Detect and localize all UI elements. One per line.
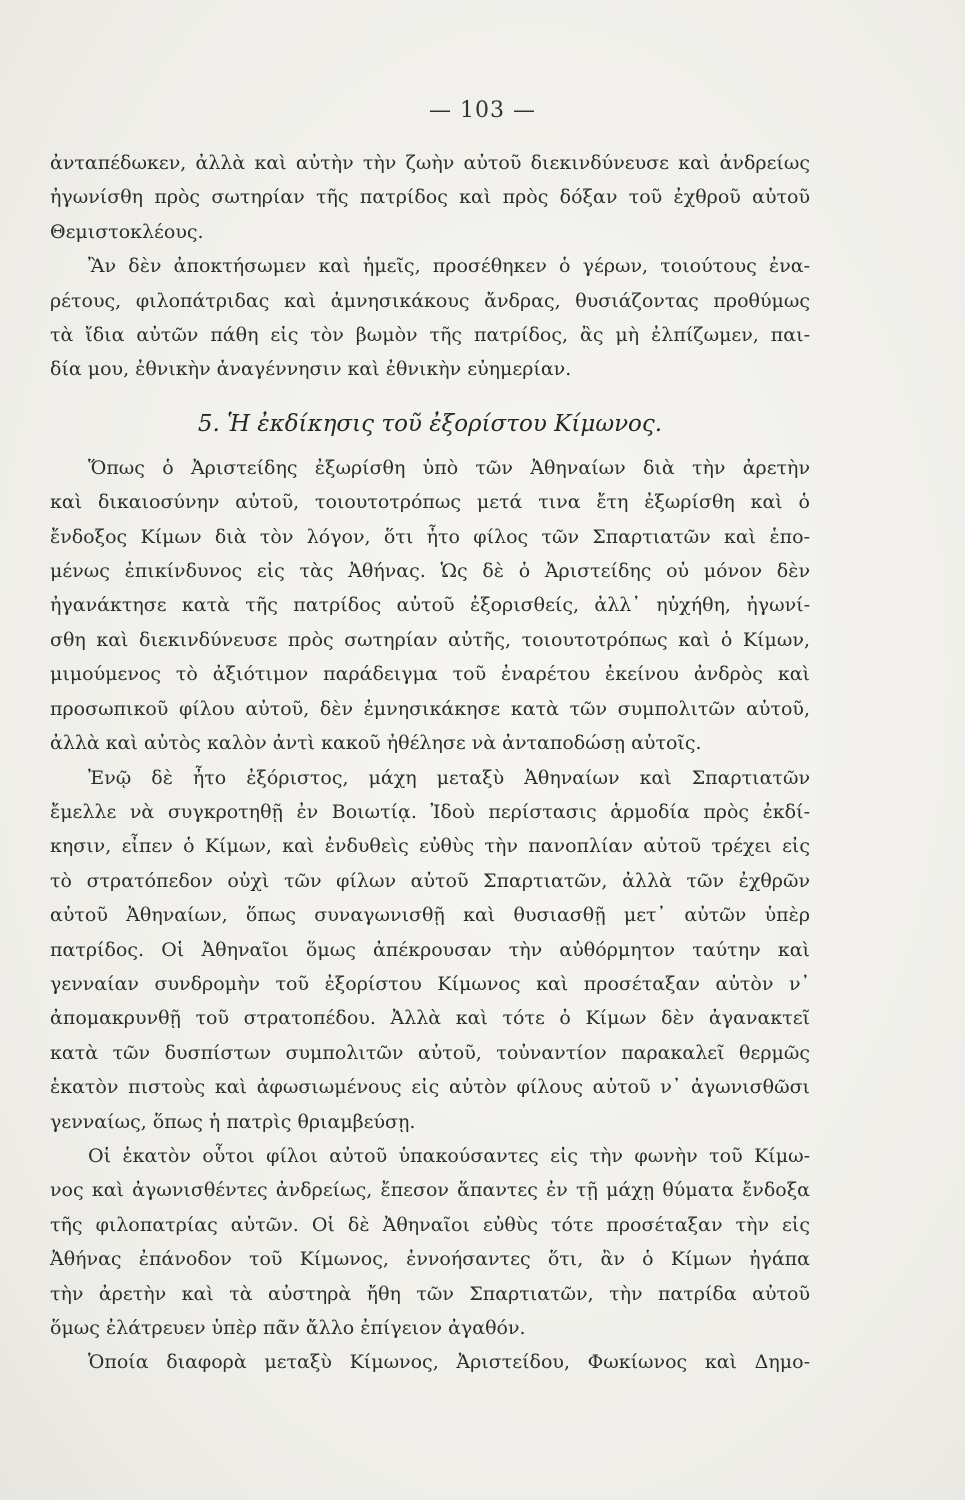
text-line: τῆς φιλοπατρίας αὐτῶν. Οἱ δὲ Ἀθηναῖοι εὐθὺς τότε προσέταξαν τὴν εἰς [50,1213,810,1236]
text-line: ἠγανάκτησε κατὰ τῆς πατρίδος αὐτοῦ ἐξορισθείς, ἀλλ᾽ ηὐχήθη, ἠγωνί- [50,594,810,617]
text-line: ρέτους, φιλοπάτριδας καὶ ἀμνησικάκους ἄνδρας, θυσιάζοντας προθύμως [50,289,810,312]
text-line: ὅμως ἐλάτρευεν ὑπὲρ πᾶν ἄλλο ἐπίγειον ἀγαθόν. [50,1317,526,1339]
paragraph [50,451,810,761]
text-line: δία μου, ἐθνικὴν ἀναγέννησιν καὶ ἐθνικὴν εὐημερίαν. [50,358,572,381]
text-line: κησιν, εἶπεν ὁ Κίμων, καὶ ἐνδυθεὶς εὐθὺς τὴν πανοπλίαν αὐτοῦ τρέχει εἰς [50,835,810,858]
text-line: κατὰ τῶν δυσπίστων συμπολιτῶν αὐτοῦ, τοὐναντίον παρακαλεῖ θερμῶς [50,1041,810,1064]
text-line: Ἐνῷ δὲ ἦτο ἐξόριστος, μάχη μεταξὺ Ἀθηναίων καὶ Σπαρτιατῶν [88,766,810,789]
text-line: γενναίαν συνδρομὴν τοῦ ἐξορίστου Κίμωνος καὶ προσέταξαν αὐτὸν ν᾽ [50,972,810,995]
text-line: Ὁποία διαφορὰ μεταξὺ Κίμωνος, Ἀριστείδου, Φωκίωνος καὶ Δημο- [88,1351,810,1374]
text-line: ἔνδοξος Κίμων διὰ τὸν λόγον, ὅτι ἦτο φίλος τῶν Σπαρτιατῶν καὶ ἑπο- [50,525,810,548]
text-line: Ἂν δὲν ἀποκτήσωμεν καὶ ἡμεῖς, προσέθηκεν ὁ γέρων, τοιούτους ἐνα- [88,255,810,278]
paragraph [50,249,810,387]
text-line: ἀνταπέδωκεν, ἀλλὰ καὶ αὐτὴν τὴν ζωὴν αὐτοῦ διεκινδύνευσε καὶ ἀνδρείως [50,152,810,174]
text-line: τὸ στρατόπεδον οὐχὶ τῶν φίλων αὐτοῦ Σπαρτιατῶν, ἀλλὰ τῶν ἐχθρῶν [50,869,810,892]
text-line: μένως ἐπικίνδυνος εἰς τὰς Ἀθήνας. Ὡς δὲ ὁ Ἀριστείδης οὐ μόνον δὲν [50,560,810,583]
paragraph [50,146,810,249]
text-line: Οἱ ἑκατὸν οὗτοι φίλοι αὐτοῦ ὑπακούσαντες εἰς τὴν φωνὴν τοῦ Κίμω- [88,1144,810,1167]
text-line: Ἀθήνας ἐπάνοδον τοῦ Κίμωνος, ἐννοήσαντες ὅτι, ἂν ὁ Κίμων ἠγάπα [50,1248,810,1271]
page-number: — 103 — [429,98,536,123]
text-line: τὴν ἀρετὴν καὶ τὰ αὐστηρὰ ἤθη τῶν Σπαρτιατῶν, τὴν πατρίδα αὐτοῦ [50,1282,810,1305]
paragraph [50,1345,810,1379]
body-text [50,146,810,1380]
text-line: προσωπικοῦ φίλου αὐτοῦ, δὲν ἐμνησικάκησε κατὰ τῶν συμπολιτῶν αὐτοῦ, [50,697,810,720]
text-line: νος καὶ ἀγωνισθέντες ἀνδρείως, ἔπεσον ἅπαντες ἐν τῇ μάχῃ θύματα ἔνδοξα [50,1179,810,1202]
text-line: αὐτοῦ Ἀθηναίων, ὅπως συναγωνισθῇ καὶ θυσιασθῇ μετ᾽ αὐτῶν ὑπὲρ [50,904,810,927]
text-line: Θεμιστοκλέους. [50,220,204,243]
text-line: ἀπομακρυνθῇ τοῦ στρατοπέδου. Ἀλλὰ καὶ τότε ὁ Κίμων δὲν ἀγανακτεῖ [50,1007,810,1030]
text-line: σθη καὶ διεκινδύνευσε πρὸς σωτηρίαν αὐτῆς, τοιουτοτρόπως καὶ ὁ Κίμων, [50,628,810,651]
paragraph [50,1139,810,1345]
section-heading: 5. Ἡ ἐκδίκησις τοῦ ἐξορίστου Κίμωνος. [197,410,663,437]
text-line: πατρίδος. Οἱ Ἀθηναῖοι ὅμως ἀπέκρουσαν τὴν αὐθόρμητον ταύτην καὶ [50,938,810,961]
paragraph [50,761,810,1139]
text-line: ἀλλὰ καὶ αὐτὸς καλὸν ἀντὶ κακοῦ ἠθέλησε νὰ ἀνταποδώσῃ αὐτοῖς. [50,732,702,755]
text-line: ἠγωνίσθη πρὸς σωτηρίαν τῆς πατρίδος καὶ πρὸς δόξαν τοῦ ἐχθροῦ αὐτοῦ [50,186,810,209]
text-line: καὶ δικαιοσύνην αὐτοῦ, τοιουτοτρόπως μετά τινα ἔτη ἐξωρίσθη καὶ ὁ [50,491,810,514]
text-line: ἑκατὸν πιστοὺς καὶ ἀφωσιωμένους εἰς αὐτὸν φίλους αὐτοῦ ν᾽ ἀγωνισθῶσι [50,1076,810,1099]
text-line: ἔμελλε νὰ συγκροτηθῇ ἐν Βοιωτίᾳ. Ἰδοὺ περίστασις ἁρμοδία πρὸς ἐκδί- [50,800,810,823]
text-line: τὰ ἴδια αὐτῶν πάθη εἰς τὸν βωμὸν τῆς πατρίδος, ἂς μὴ ἐλπίζωμεν, παι- [50,324,810,347]
text-line: μιμούμενος τὸ ἀξιότιμον παράδειγμα τοῦ ἐναρέτου ἐκείνου ἀνδρὸς καὶ [50,663,810,686]
text-line: γενναίως, ὅπως ἡ πατρὶς θριαμβεύσῃ. [50,1110,416,1133]
text-line: Ὅπως ὁ Ἀριστείδης ἐξωρίσθη ὑπὸ τῶν Ἀθηναίων διὰ τὴν ἀρετὴν [88,456,810,479]
